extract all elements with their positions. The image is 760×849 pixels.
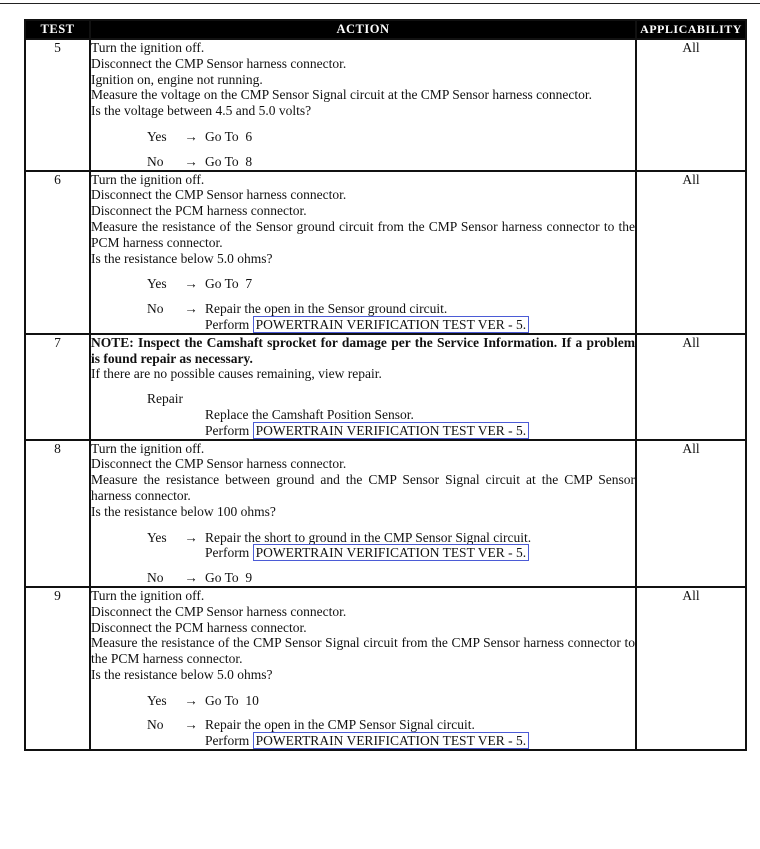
response-key: Yes — [147, 529, 167, 545]
response-value — [205, 276, 635, 292]
response-text: Repair the open in the Sensor ground circuit. — [205, 301, 448, 317]
action-line: Disconnect the CMP Sensor harness connector. — [91, 603, 347, 619]
response-value — [205, 301, 635, 333]
response-value — [205, 717, 635, 749]
response-no — [91, 570, 635, 586]
response-yes — [91, 276, 635, 292]
response-text: Repair the short to ground in the CMP Sensor Signal circuit. — [205, 529, 532, 545]
action-cell — [90, 587, 636, 750]
table-row — [25, 440, 746, 587]
response-value — [205, 693, 635, 709]
powertrain-verification-link[interactable]: POWERTRAIN VERIFICATION TEST VER - 5. — [253, 422, 529, 439]
repair-text: Replace the Camshaft Position Sensor. — [205, 406, 414, 422]
action-line: Measure the resistance of the Sensor ground circuit from the CMP Sensor harness connector to the PCM harness connector. — [91, 218, 635, 250]
action-line: Disconnect the PCM harness connector. — [91, 619, 307, 635]
repair-label: Repair — [147, 391, 183, 407]
applicability-value: All — [636, 587, 746, 750]
action-line: Disconnect the CMP Sensor harness connector. — [91, 187, 347, 203]
action-cell — [90, 334, 636, 440]
response-no — [91, 154, 635, 170]
diagnostic-test-table — [24, 19, 747, 751]
action-line: Disconnect the CMP Sensor harness connector. — [91, 55, 347, 71]
action-cell — [90, 171, 636, 334]
response-text: Go To 8 — [205, 153, 253, 169]
response-yes — [91, 530, 635, 562]
action-line: Is the resistance below 5.0 ohms? — [91, 250, 273, 266]
action-line: Disconnect the CMP Sensor harness connector. — [91, 456, 347, 472]
response-row — [147, 530, 635, 562]
response-no — [91, 301, 635, 333]
action-line: If there are no possible causes remaining, view repair. — [91, 366, 382, 382]
response-row — [147, 301, 635, 333]
applicability-value: All — [636, 334, 746, 440]
action-line: Is the voltage between 4.5 and 5.0 volts? — [91, 103, 312, 119]
perform-label: Perform — [205, 545, 250, 561]
powertrain-verification-link[interactable]: POWERTRAIN VERIFICATION TEST VER - 5. — [253, 732, 529, 749]
test-number: 7 — [25, 334, 90, 440]
action-line: Turn the ignition off. — [91, 587, 205, 603]
response-value — [205, 570, 635, 586]
perform-line — [205, 423, 635, 439]
response-text: Go To 9 — [205, 570, 253, 586]
action-line: Measure the voltage on the CMP Sensor Signal circuit at the CMP Sensor harness connector. — [91, 87, 593, 103]
action-line: Is the resistance below 5.0 ohms? — [91, 666, 273, 682]
test-number: 5 — [25, 39, 90, 171]
action-cell — [90, 440, 636, 587]
perform-label: Perform — [205, 422, 250, 438]
action-line: Is the resistance below 100 ohms? — [91, 503, 276, 519]
response-key: No — [147, 153, 164, 169]
header-applicability: APPLICABILITY — [636, 20, 746, 39]
action-line: Measure the resistance of the CMP Sensor Signal circuit from the CMP Sensor harness connector to the PCM harness connector. — [91, 635, 635, 667]
response-yes — [91, 693, 635, 709]
response-row — [147, 693, 635, 709]
response-key: Yes — [147, 276, 167, 292]
response-value — [205, 154, 635, 170]
arrow-icon: → — [184, 276, 198, 292]
response-row — [147, 276, 635, 292]
arrow-icon: → — [184, 692, 198, 708]
test-number: 6 — [25, 171, 90, 334]
arrow-icon: → — [184, 301, 198, 317]
response-row — [147, 154, 635, 170]
response-yes — [91, 129, 635, 145]
response-text: Go To 7 — [205, 276, 253, 292]
top-rule — [0, 3, 760, 4]
action-line: Turn the ignition off. — [91, 40, 205, 55]
table-row — [25, 334, 746, 440]
response-row — [147, 570, 635, 586]
perform-line — [205, 545, 635, 561]
header-test: TEST — [25, 20, 90, 39]
table-row — [25, 171, 746, 334]
response-key: Yes — [147, 692, 167, 708]
response-key: No — [147, 301, 164, 317]
action-line: Disconnect the PCM harness connector. — [91, 203, 307, 219]
note-text: NOTE: Inspect the Camshaft sprocket for damage per the Service Information. If a problem is found repair as necessary. — [91, 334, 635, 366]
applicability-value: All — [636, 440, 746, 587]
table-row — [25, 587, 746, 750]
perform-label: Perform — [205, 316, 250, 332]
test-number: 9 — [25, 587, 90, 750]
perform-line — [205, 733, 635, 749]
perform-line — [205, 317, 635, 333]
action-line: Turn the ignition off. — [91, 171, 205, 187]
response-text: Go To 10 — [205, 692, 259, 708]
test-number: 8 — [25, 440, 90, 587]
response-row — [147, 129, 635, 145]
applicability-value: All — [636, 171, 746, 334]
action-line: Measure the resistance between ground and the CMP Sensor Signal circuit at the CMP Sensor harness connector. — [91, 472, 635, 503]
response-value — [205, 129, 635, 145]
arrow-icon: → — [184, 717, 198, 733]
action-cell — [90, 39, 636, 171]
arrow-icon: → — [184, 153, 198, 169]
powertrain-verification-link[interactable]: POWERTRAIN VERIFICATION TEST VER - 5. — [253, 316, 529, 333]
response-text: Go To 6 — [205, 128, 253, 144]
perform-label: Perform — [205, 733, 250, 749]
response-value — [205, 530, 635, 562]
header-action: ACTION — [90, 20, 636, 39]
action-line: Turn the ignition off. — [91, 440, 205, 456]
table-body — [25, 39, 746, 750]
applicability-value: All — [636, 39, 746, 171]
action-line: Ignition on, engine not running. — [91, 71, 263, 87]
table-row — [25, 39, 746, 171]
response-text: Repair the open in the CMP Sensor Signal circuit. — [205, 717, 475, 733]
response-key: No — [147, 717, 164, 733]
arrow-icon: → — [184, 529, 198, 545]
response-key: Yes — [147, 128, 167, 144]
response-key: No — [147, 570, 164, 586]
response-no — [91, 717, 635, 749]
table-header-row — [25, 20, 746, 39]
arrow-icon: → — [184, 570, 198, 586]
powertrain-verification-link[interactable]: POWERTRAIN VERIFICATION TEST VER - 5. — [253, 544, 529, 561]
arrow-icon: → — [184, 128, 198, 144]
response-row — [147, 717, 635, 749]
